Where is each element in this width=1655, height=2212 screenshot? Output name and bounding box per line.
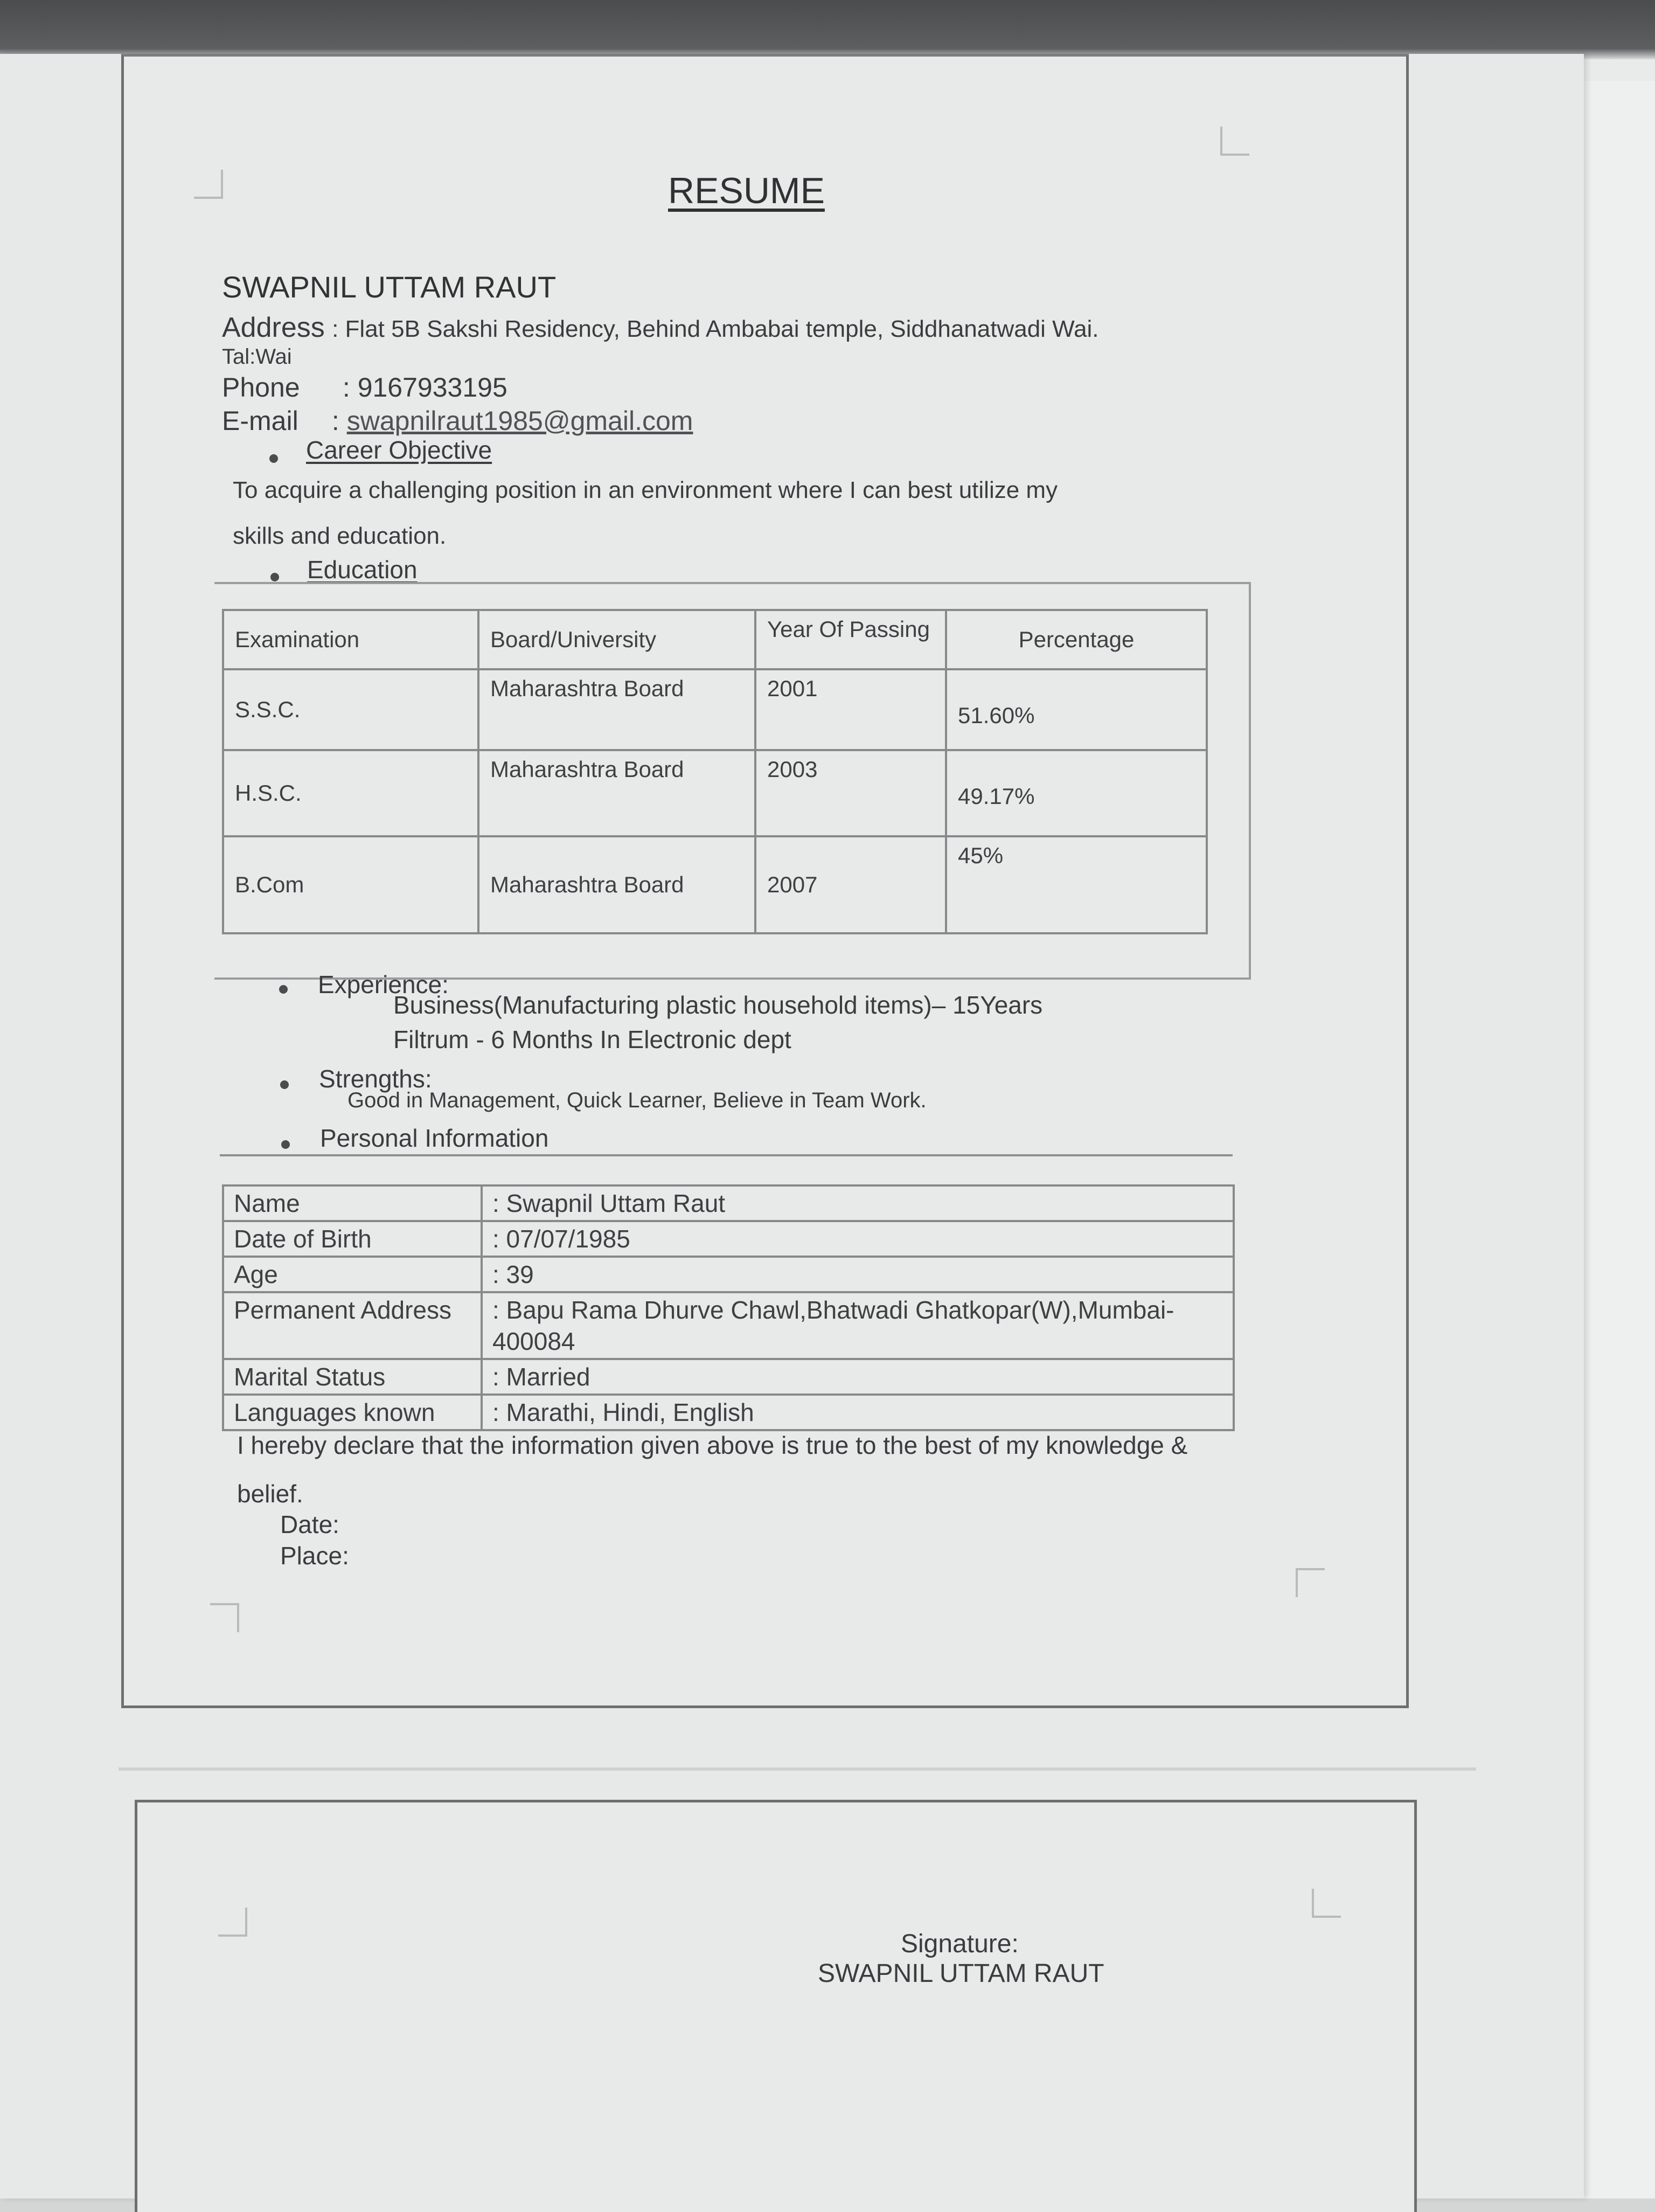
table-row (223, 669, 1207, 750)
table-row (223, 1292, 1234, 1359)
table-header-cell: Year Of Passing (755, 610, 946, 669)
address-label: Address (222, 312, 325, 343)
applicant-name: SWAPNIL UTTAM RAUT (222, 270, 557, 304)
table-cell-value: : Married (482, 1359, 1234, 1395)
table-cell: 2001 (755, 669, 946, 750)
table-cell: Maharashtra Board (478, 750, 755, 836)
place-label: Place: (280, 1542, 349, 1570)
table-cell-value: : 07/07/1985 (482, 1221, 1234, 1257)
table-cell-label: Permanent Address (223, 1292, 482, 1359)
table-cell: Maharashtra Board (478, 836, 755, 933)
email-link[interactable]: swapnilraut1985@gmail.com (346, 406, 693, 436)
career-objective-line-2: skills and education. (233, 523, 447, 549)
table-header-row (223, 610, 1207, 669)
bullet-icon (280, 1080, 289, 1089)
career-objective-line-1: To acquire a challenging position in an environment where I can best utilize my (233, 477, 1058, 503)
table-row (223, 836, 1207, 933)
experience-heading: Experience: (318, 970, 449, 998)
table-row (223, 750, 1207, 836)
declaration-line-1: I hereby declare that the information given above is true to the best of my knowledge & (237, 1431, 1188, 1459)
experience-item: Filtrum - 6 Months In Electronic dept (393, 1025, 791, 1053)
email-separator: : (331, 406, 339, 436)
table-header-cell: Board/University (478, 610, 755, 669)
table-row (223, 1395, 1234, 1430)
strengths-text: Good in Management, Quick Learner, Believe in Team Work. (347, 1088, 927, 1112)
address-value: : Flat 5B Sakshi Residency, Behind Ambabai temple, Siddhanatwadi Wai. (332, 316, 1099, 342)
table-cell: 2007 (755, 836, 946, 933)
table-cell: 51.60% (946, 669, 1207, 750)
table-cell: Maharashtra Board (478, 669, 755, 750)
email-label: E-mail (222, 406, 298, 436)
table-cell-label: Date of Birth (223, 1221, 482, 1257)
personal-info-table (222, 1184, 1235, 1431)
table-cell: B.Com (223, 836, 478, 933)
table-cell: S.S.C. (223, 669, 478, 750)
signature-name: SWAPNIL UTTAM RAUT (818, 1959, 1104, 1988)
table-cell-value: : Bapu Rama Dhurve Chawl,Bhatwadi Ghatkopar(W),Mumbai- 400084 (482, 1292, 1234, 1359)
table-header-cell: Examination (223, 610, 478, 669)
education-table (222, 609, 1208, 934)
bullet-icon (281, 1140, 290, 1149)
table-row (223, 1185, 1234, 1221)
table-cell-label: Marital Status (223, 1359, 482, 1395)
address-line-2: Tal:Wai (222, 345, 292, 369)
email-line (222, 405, 693, 436)
table-cell: 45% (946, 836, 1207, 933)
date-label: Date: (280, 1510, 339, 1538)
table-cell-label: Name (223, 1185, 482, 1221)
personal-info-heading: Personal Information (320, 1124, 549, 1152)
signature-label: Signature: (901, 1930, 1019, 1958)
career-objective-heading: Career Objective (306, 436, 492, 464)
bullet-icon (269, 454, 278, 463)
experience-item: Business(Manufacturing plastic household items)– 15Years (393, 991, 1043, 1019)
table-row (223, 1257, 1234, 1292)
bullet-icon (279, 985, 288, 994)
strengths-heading: Strengths: (319, 1065, 432, 1093)
bullet-icon (270, 573, 279, 581)
table-row (223, 1359, 1234, 1395)
declaration-line-2: belief. (237, 1480, 303, 1508)
table-header-cell: Percentage (946, 610, 1207, 669)
document-title: RESUME (668, 170, 825, 211)
table-cell-value: : Marathi, Hindi, English (482, 1395, 1234, 1430)
education-heading: Education (307, 556, 418, 584)
table-cell-value: : 39 (482, 1257, 1234, 1292)
phone-label: Phone (222, 372, 300, 403)
table-row (223, 1221, 1234, 1257)
phone-value: : 9167933195 (342, 372, 507, 403)
table-cell: 2003 (755, 750, 946, 836)
table-cell-label: Age (223, 1257, 482, 1292)
table-cell-label: Languages known (223, 1395, 482, 1430)
table-cell: 49.17% (946, 750, 1207, 836)
table-cell: H.S.C. (223, 750, 478, 836)
phone-line (222, 372, 507, 403)
table-cell-value: : Swapnil Uttam Raut (482, 1185, 1234, 1221)
address-line (222, 311, 1099, 344)
